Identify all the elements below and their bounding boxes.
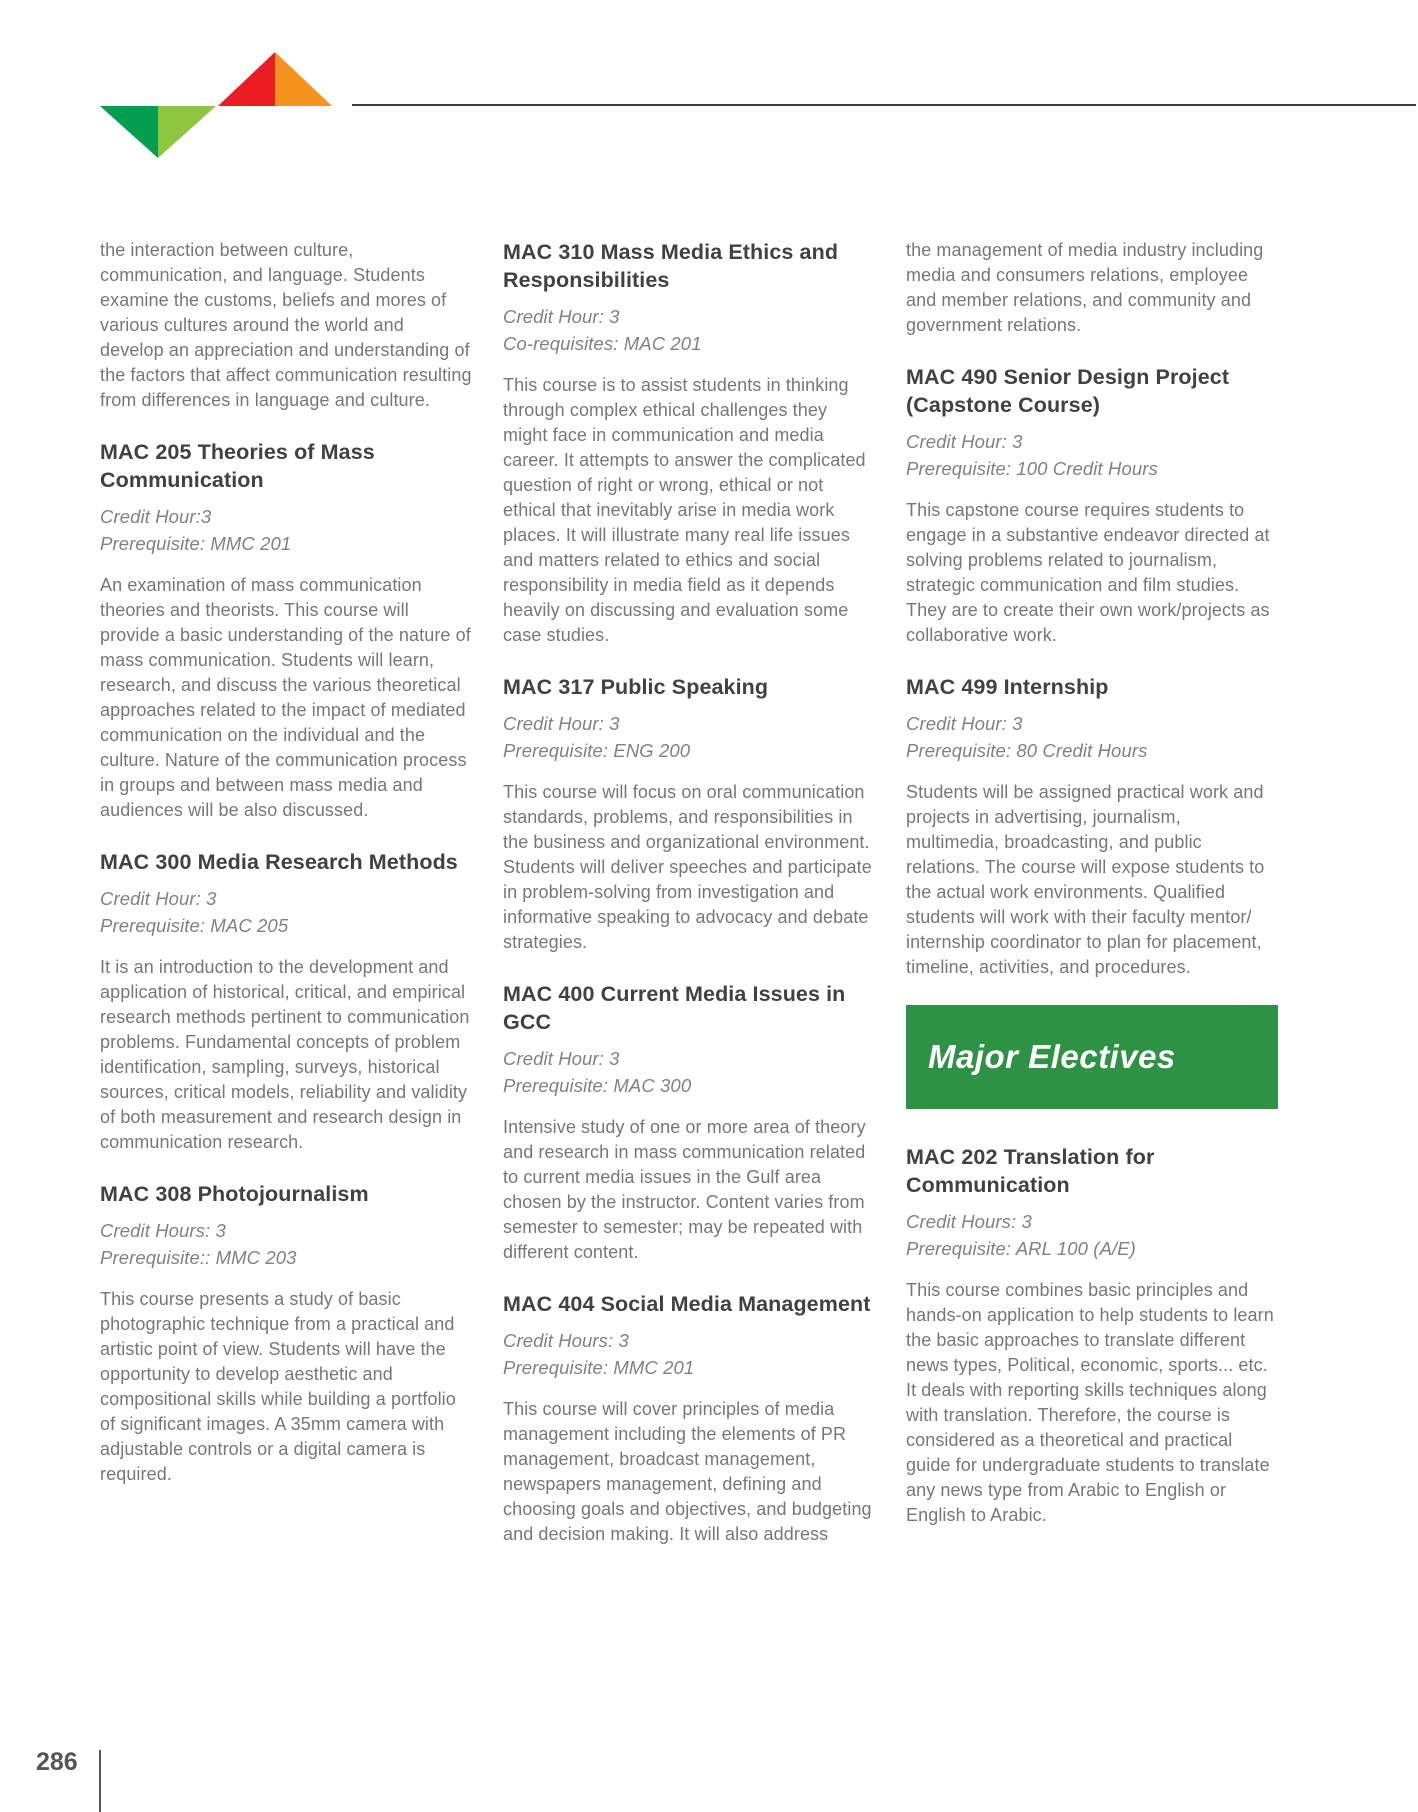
course-meta [503, 710, 875, 764]
course-meta-line: Credit Hour: 3 [503, 306, 620, 327]
course-meta [503, 1045, 875, 1099]
header-rule [352, 104, 1416, 106]
course-description: This course presents a study of basic photographic technique from a practical and artistic point of view. Students will have the opportunity to develop aesthetic and compositional skills while building a portfolio of significant images. A 35mm camera with adjustable controls or a digital camera is required. [100, 1289, 456, 1484]
course-entry [503, 1290, 875, 1547]
course-meta-line: Prerequisite: ENG 200 [503, 740, 691, 761]
course-meta [503, 303, 875, 357]
course-meta-line: Prerequisite: MAC 205 [100, 915, 289, 936]
course-meta-line: Credit Hours: 3 [906, 1211, 1032, 1232]
university-logo-icon [100, 52, 332, 158]
course-meta [100, 885, 472, 939]
course-description: It is an introduction to the development and application of historical, critical, and empirical research methods pertinent to communication problems. Fundamental concepts of problem identification, sampling, surveys, historical sources, critical models, reliability and validity of both measurement and research design in communication research. [100, 957, 470, 1152]
course-description: This course will focus on oral communication standards, problems, and responsibilities in the business and organizational environment. Students will deliver speeches and participate in problem-solving from investigation and informative speaking to advocacy and debate strategies. [503, 782, 872, 952]
course-title: MAC 404 Social Media Management [503, 1292, 871, 1316]
course-meta-line: Co-requisites: MAC 201 [503, 333, 702, 354]
banner-label: Major Electives [928, 1038, 1176, 1075]
course-description: This course will cover principles of media management including the elements of PR management, broadcast management, newspapers management, defining and choosing goals and objectives, and budgeting and decision making. It will also address [503, 1399, 872, 1544]
course-meta [906, 1208, 1278, 1262]
course-meta-line: Credit Hour:3 [100, 506, 212, 527]
course-meta-line: Prerequisite: ARL 100 (A/E) [906, 1238, 1136, 1259]
footer-rule [99, 1750, 101, 1812]
course-meta-line: Prerequisite: 100 Credit Hours [906, 458, 1158, 479]
logo-light-green-triangle-icon [158, 106, 216, 158]
course-title: MAC 317 Public Speaking [503, 675, 769, 699]
course-meta [906, 710, 1278, 764]
course-title: MAC 300 Media Research Methods [100, 850, 458, 874]
course-meta [100, 503, 472, 557]
course-meta [100, 1217, 472, 1271]
column-middle [503, 238, 875, 1572]
course-meta-line: Credit Hour: 3 [906, 431, 1023, 452]
course-title: MAC 308 Photojournalism [100, 1182, 369, 1206]
course-entry [503, 673, 875, 955]
course-title: MAC 490 Senior Design Project (Capstone Course) [906, 365, 1230, 417]
course-meta-line: Credit Hour: 3 [906, 713, 1023, 734]
course-entry [906, 673, 1278, 980]
course-meta [906, 428, 1278, 482]
course-meta-line: Credit Hours: 3 [100, 1220, 226, 1241]
course-entry [100, 438, 472, 823]
course-entry [100, 1180, 472, 1487]
course-description: This course is to assist students in thinking through complex ethical challenges they might face in communication and media career. It attempts to answer the complicated question of right or wrong, ethical or not ethical that inevitably arise in media work places. It will illustrate many real life issues and matters related to ethics and social responsibility in media field as it depends heavily on discussing and evaluation some case studies. [503, 375, 866, 645]
course-title: MAC 205 Theories of Mass Communication [100, 440, 375, 492]
course-meta-line: Credit Hour: 3 [100, 888, 217, 909]
logo-dark-green-triangle-icon [100, 106, 158, 158]
course-entry [906, 1143, 1278, 1528]
column-right [906, 238, 1278, 1553]
course-description: Students will be assigned practical work and projects in advertising, journalism, multimedia, broadcasting, and public relations. The course will expose students to the actual work environments. Qualified students will work with their faculty mentor/ internship coordinator to plan for placement, timeline, activities, and procedures. [906, 782, 1265, 977]
course-description: This course combines basic principles and hands-on application to help students to learn the basic approaches to translate different news types, Political, economic, sports... etc. It deals with reporting skills techniques along with translation. Therefore, the course is considered as a theoretical and practical guide for undergraduate students to translate any news type from Arabic to English or English to Arabic. [906, 1280, 1274, 1525]
course-description: Intensive study of one or more area of theory and research in mass communication related to current media issues in the Gulf area chosen by the instructor. Content varies from semester to semester; may be repeated with different content. [503, 1117, 866, 1262]
course-meta-line: Credit Hour: 3 [503, 1048, 620, 1069]
course-title: MAC 202 Translation for Communication [906, 1145, 1155, 1197]
course-entry [100, 848, 472, 1155]
course-meta [503, 1327, 875, 1381]
course-title: MAC 310 Mass Media Ethics and Responsibilities [503, 240, 839, 292]
course-entry [503, 980, 875, 1265]
course-meta-line: Prerequisite: MMC 201 [100, 533, 292, 554]
logo-red-triangle-icon [218, 52, 275, 106]
course-meta-line: Prerequisite: 80 Credit Hours [906, 740, 1148, 761]
course-description: This capstone course requires students to engage in a substantive endeavor directed at solving problems related to journalism, strategic communication and film studies. They are to create their own work/projects as collaborative work. [906, 500, 1270, 645]
continuation-paragraph: the management of media industry including media and consumers relations, employee and member relations, and community and government relations. [906, 240, 1264, 335]
course-meta-line: Credit Hours: 3 [503, 1330, 629, 1351]
course-entry [906, 363, 1278, 648]
course-meta-line: Prerequisite: MMC 201 [503, 1357, 695, 1378]
course-title: MAC 400 Current Media Issues in GCC [503, 982, 846, 1034]
logo-orange-triangle-icon [275, 52, 332, 106]
page-number: 286 [36, 1748, 78, 1776]
course-entry [503, 238, 875, 648]
course-description: An examination of mass communication theories and theorists. This course will provide a basic understanding of the nature of mass communication. Students will learn, research, and discuss the various theoretical approaches related to the impact of mediated communication on the individual and the culture. Nature of the communication process in groups and between mass media and audiences will be also discussed. [100, 575, 471, 820]
course-meta-line: Prerequisite:: MMC 203 [100, 1247, 297, 1268]
course-title: MAC 499 Internship [906, 675, 1109, 699]
course-meta-line: Credit Hour: 3 [503, 713, 620, 734]
major-electives-banner [906, 1005, 1278, 1109]
continuation-paragraph: the interaction between culture, communication, and language. Students examine the customs, beliefs and mores of various cultures around the world and develop an appreciation and understanding of the factors that affect communication resulting from differences in language and culture. [100, 240, 472, 410]
course-meta-line: Prerequisite: MAC 300 [503, 1075, 692, 1096]
column-left [100, 238, 472, 1512]
